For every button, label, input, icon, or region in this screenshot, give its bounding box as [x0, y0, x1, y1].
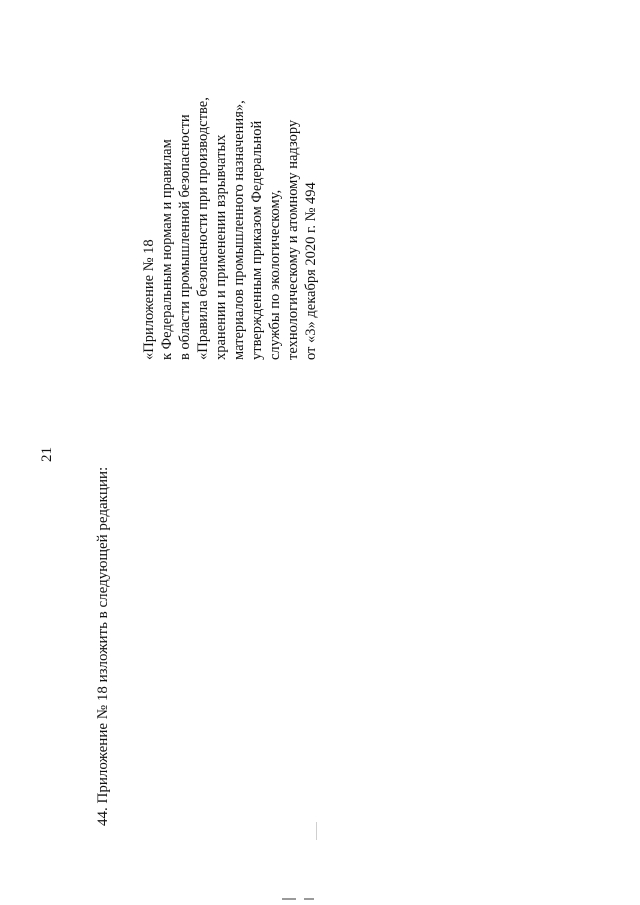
appendix-header-line: «Правила безопасности при производстве, — [195, 97, 211, 360]
scan-artifact — [282, 898, 296, 900]
appendix-header-line: материалов промышленного назначения», — [231, 100, 247, 360]
appendix-header-line: от «3» декабря 2020 г. № 494 — [303, 182, 319, 360]
scan-artifact — [304, 898, 314, 900]
appendix-header-line: утвержденным приказом Федеральной — [249, 120, 265, 360]
appendix-header-line: к Федеральным нормам и правилам — [159, 139, 175, 360]
appendix-header-line: службы по экологическому, — [267, 189, 283, 360]
item-paragraph: 44. Приложение № 18 изложить в следующей редакции: — [95, 466, 111, 826]
appendix-header-line: хранении и применении взрывчатых — [213, 134, 229, 360]
appendix-header-block — [140, 97, 320, 360]
appendix-header-line: технологическому и атомному надзору — [285, 119, 301, 360]
appendix-header-line: «Приложение № 18 — [141, 239, 157, 360]
appendix-header-line: в области промышленной безопасности — [177, 114, 193, 360]
page-number: 21 — [39, 447, 55, 462]
scan-artifact — [316, 822, 317, 840]
